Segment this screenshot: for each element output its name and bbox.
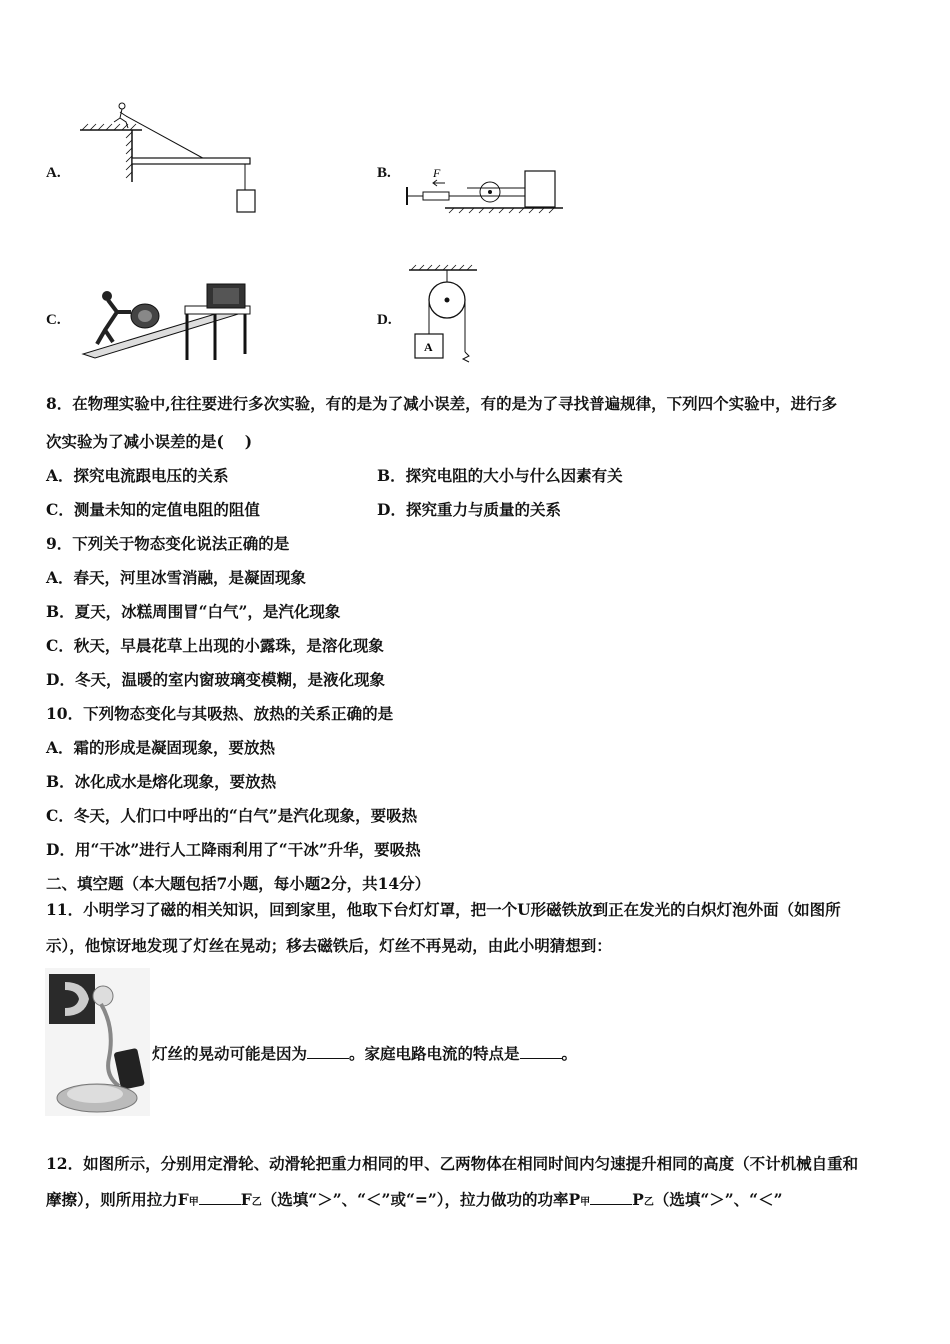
q10-option-c: C．冬天，人们口中呼出的“白气”是汽化现象，要吸热 bbox=[46, 806, 418, 825]
q10-option-d: D．用“干冰”进行人工降雨利用了“干冰”升华，要吸热 bbox=[46, 840, 421, 859]
q8-stem-line1: 8．在物理实验中,往往要进行多次实验，有的是为了减小误差，有的是为了寻找普遍规律，下列四个实验中，进行多 bbox=[46, 394, 838, 413]
option-c-label: C. bbox=[46, 312, 61, 328]
q12-sub-yi-1: 乙 bbox=[251, 1197, 262, 1208]
option-d-label: D. bbox=[377, 312, 392, 328]
q12-blank-2[interactable] bbox=[590, 1190, 632, 1205]
q11-fill-part-c: 。 bbox=[561, 1044, 578, 1063]
q8-stem-line2: 次实验为了减小误差的是( ) bbox=[46, 432, 253, 451]
q8-option-b: B．探究电阻的大小与什么因素有关 bbox=[377, 466, 623, 485]
q11-blank-2[interactable] bbox=[520, 1044, 562, 1059]
q10-option-b: B．冰化成水是熔化现象，要放热 bbox=[46, 772, 277, 791]
figure-a-wall-beam bbox=[80, 100, 280, 215]
q12-part-4: P bbox=[632, 1190, 644, 1209]
q8-option-c: C．测量未知的定值电阻的阻值 bbox=[46, 500, 260, 519]
q12-sub-yi-2: 乙 bbox=[643, 1197, 654, 1208]
q11-fill-sentence bbox=[152, 1044, 577, 1064]
q9-option-d: D．冬天，温暖的室内窗玻璃变模糊，是液化现象 bbox=[46, 670, 385, 689]
q11-blank-1[interactable] bbox=[307, 1044, 349, 1059]
figure-d-fixed-pulley bbox=[405, 264, 485, 369]
q9-stem: 9．下列关于物态变化说法正确的是 bbox=[46, 534, 290, 553]
option-a-label: A. bbox=[46, 165, 61, 181]
q12-sub-jia-2: 甲 bbox=[580, 1197, 591, 1208]
q11-fill-part-b: 。家庭电路电流的特点是 bbox=[349, 1044, 520, 1063]
figure-c-ramp-barrel bbox=[75, 282, 255, 362]
q10-stem: 10．下列物态变化与其吸热、放热的关系正确的是 bbox=[46, 704, 394, 723]
q8-option-d: D．探究重力与质量的关系 bbox=[377, 500, 561, 519]
q12-part-5: （选填“＞”、“＜” bbox=[653, 1190, 783, 1209]
q11-fill-part-a: 灯丝的晃动可能是因为 bbox=[152, 1044, 308, 1063]
figure-d-block-label: A bbox=[424, 340, 433, 354]
q11-stem-line1: 11．小明学习了磁的相关知识，回到家里，他取下台灯灯罩，把一个U形磁铁放到正在发光的白炽灯泡外面（如图所 bbox=[46, 900, 841, 919]
section-2-heading: 二、填空题（本大题包括7小题，每小题2分，共14分） bbox=[46, 874, 431, 893]
q11-stem-line2: 示），他惊讶地发现了灯丝在晃动；移去磁铁后，灯丝不再晃动，由此小明猜想到： bbox=[46, 936, 612, 955]
figure-b-force-label: F bbox=[433, 166, 441, 180]
q12-part-2: F bbox=[240, 1190, 252, 1209]
q12-stem-line1: 12．如图所示，分别用定滑轮、动滑轮把重力相同的甲、乙两物体在相同时间内匀速提升相同的高度（不计机械自重和 bbox=[46, 1154, 859, 1173]
q9-option-b: B．夏天，冰糕周围冒“白气”，是汽化现象 bbox=[46, 602, 341, 621]
figure-q11-desk-lamp-magnet bbox=[45, 968, 150, 1116]
q12-sub-jia-1: 甲 bbox=[188, 1197, 199, 1208]
option-b-label: B. bbox=[377, 165, 391, 181]
q12-part-3: （选填“＞”、“＜”或“=”），拉力做功的功率P bbox=[261, 1190, 581, 1209]
q9-option-a: A．春天，河里冰雪消融，是凝固现象 bbox=[46, 568, 307, 587]
q8-option-a: A．探究电流跟电压的关系 bbox=[46, 466, 229, 485]
q12-part-1: 摩擦），则所用拉力F bbox=[46, 1190, 189, 1209]
q12-blank-1[interactable] bbox=[199, 1190, 241, 1205]
q9-option-c: C．秋天，早晨花草上出现的小露珠，是溶化现象 bbox=[46, 636, 384, 655]
figure-b-spring-pulley bbox=[405, 165, 565, 215]
q12-stem-line2 bbox=[46, 1190, 783, 1213]
q10-option-a: A．霜的形成是凝固现象，要放热 bbox=[46, 738, 276, 757]
